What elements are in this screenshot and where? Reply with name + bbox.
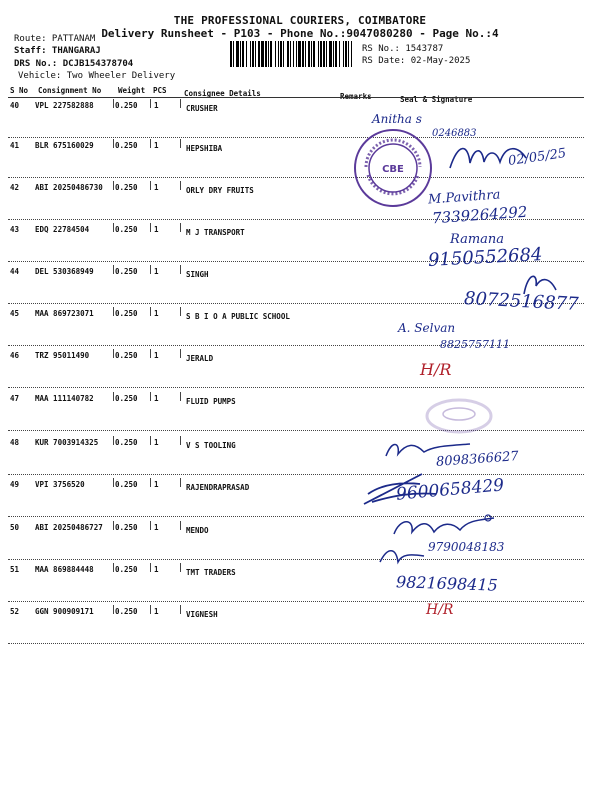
barcode-bar xyxy=(335,41,337,67)
barcode xyxy=(230,41,352,67)
row-consignment: EDQ 22784504 xyxy=(35,225,90,234)
row-consignee: HEPSHIBA xyxy=(186,144,223,153)
runsheet-subtitle: Delivery Runsheet - P103 - Phone No.:9047080280 - Page No.:4 xyxy=(101,27,499,40)
barcode-bar xyxy=(348,41,349,67)
consignee-separator xyxy=(180,223,181,232)
pcs-separator xyxy=(150,99,151,108)
row-consignee: FLUID PUMPS xyxy=(186,397,236,406)
barcode-bar xyxy=(287,41,289,67)
row-sno: 48 xyxy=(10,438,20,447)
weight-separator xyxy=(113,478,114,487)
barcode-bar xyxy=(265,41,267,67)
row-pcs: 1 xyxy=(154,267,159,276)
company-stamp xyxy=(352,127,434,209)
barcode-bar xyxy=(302,41,304,67)
consignee-separator xyxy=(180,307,181,316)
signature-phone-8: 9790048183 xyxy=(428,540,505,554)
barcode-bar xyxy=(333,41,334,67)
row-weight: 0.250 xyxy=(115,394,138,403)
consignee-separator xyxy=(180,563,181,572)
row-pcs: 1 xyxy=(154,438,159,447)
row-sno: 49 xyxy=(10,480,20,489)
row-weight: 0.250 xyxy=(115,141,138,150)
barcode-bar xyxy=(250,41,251,67)
weight-separator xyxy=(113,605,114,614)
consignee-separator xyxy=(180,605,181,614)
row-consignment: ABI 20250486727 xyxy=(35,523,103,532)
barcode-bar xyxy=(280,41,282,67)
stamp-text: CBE xyxy=(382,164,404,175)
barcode-bar xyxy=(242,41,244,67)
row-sno: 50 xyxy=(10,523,20,532)
barcode-bar xyxy=(293,41,294,67)
weight-separator xyxy=(113,265,114,274)
consignee-separator xyxy=(180,181,181,190)
col-seal: Seal & Signature xyxy=(400,95,473,104)
row-weight: 0.250 xyxy=(115,523,138,532)
weight-separator xyxy=(113,349,114,358)
barcode-bar xyxy=(252,41,254,67)
barcode-bar xyxy=(311,41,312,67)
row-sno: 44 xyxy=(10,267,20,276)
barcode-bar xyxy=(298,41,301,67)
row-weight: 0.250 xyxy=(115,565,138,574)
faint-stamp xyxy=(424,396,494,436)
weight-separator xyxy=(113,392,114,401)
row-consignee: S B I O A PUBLIC SCHOOL xyxy=(186,312,290,321)
signature-date: 02/05/25 xyxy=(507,146,568,169)
table-row xyxy=(8,347,584,389)
row-weight: 0.250 xyxy=(115,438,138,447)
row-consignment: MAA 111140782 xyxy=(35,394,94,403)
signature-phone-1: 0246883 xyxy=(432,128,477,139)
col-sno: S No xyxy=(10,86,29,95)
barcode-bar xyxy=(270,41,272,67)
signature-phone-9: 9821698415 xyxy=(395,572,499,595)
table-row xyxy=(8,97,584,139)
barcode-bar xyxy=(258,41,260,67)
barcode-bar xyxy=(323,41,325,67)
row-consignee: CRUSHER xyxy=(186,104,218,113)
row-sno: 47 xyxy=(10,394,20,403)
staff-label: Staff: THANGARAJ xyxy=(14,46,101,56)
rs-number: RS No.: 1543787 xyxy=(362,44,444,54)
signature-anitha: Anitha s xyxy=(372,112,422,126)
rs-date: RS Date: 02-May-2025 xyxy=(362,56,471,66)
row-consignment: KUR 7003914325 xyxy=(35,438,99,447)
row-divider xyxy=(8,430,584,431)
row-weight: 0.250 xyxy=(115,607,138,616)
route-label: Route: PATTANAM xyxy=(14,34,96,44)
weight-separator xyxy=(113,521,114,530)
barcode-bar xyxy=(345,41,347,67)
row-consignee: M J TRANSPORT xyxy=(186,228,245,237)
barcode-bar xyxy=(255,41,256,67)
barcode-bar xyxy=(329,41,332,67)
pcs-separator xyxy=(150,181,151,190)
barcode-bar xyxy=(326,41,327,67)
row-pcs: 1 xyxy=(154,183,159,192)
row-pcs: 1 xyxy=(154,565,159,574)
barcode-bar xyxy=(308,41,310,67)
row-pcs: 1 xyxy=(154,225,159,234)
row-pcs: 1 xyxy=(154,351,159,360)
row-consignment: TRZ 95011490 xyxy=(35,351,90,360)
col-pcs: PCS xyxy=(153,86,167,95)
row-sno: 52 xyxy=(10,607,20,616)
vehicle-label: Vehicle: Two Wheeler Delivery xyxy=(18,71,176,81)
consignee-separator xyxy=(180,436,181,445)
pcs-separator xyxy=(150,605,151,614)
row-consignment: ABI 20250486730 xyxy=(35,183,103,192)
row-divider xyxy=(8,559,584,560)
row-sno: 45 xyxy=(10,309,20,318)
row-pcs: 1 xyxy=(154,607,159,616)
col-consignee: Consignee Details xyxy=(184,89,261,98)
row-consignee: VIGNESH xyxy=(186,610,218,619)
row-sno: 51 xyxy=(10,565,20,574)
drs-label: DRS No.: DCJB154378704 xyxy=(14,59,134,69)
row-consignee: JERALD xyxy=(186,354,214,363)
row-divider xyxy=(8,601,584,602)
row-consignment: BLR 675160029 xyxy=(35,141,94,150)
pcs-separator xyxy=(150,223,151,232)
barcode-bar xyxy=(320,41,322,67)
weight-separator xyxy=(113,99,114,108)
barcode-bar xyxy=(278,41,279,67)
row-weight: 0.250 xyxy=(115,225,138,234)
row-consignment: MAA 869723071 xyxy=(35,309,94,318)
row-consignment: DEL 530368949 xyxy=(35,267,94,276)
pcs-separator xyxy=(150,139,151,148)
weight-separator xyxy=(113,563,114,572)
barcode-bar xyxy=(233,41,234,67)
row-pcs: 1 xyxy=(154,141,159,150)
signature-phone-2: 7339264292 xyxy=(431,202,528,228)
col-remarks: Remarks xyxy=(340,92,372,101)
consignee-separator xyxy=(180,349,181,358)
row-consignee: ORLY DRY FRUITS xyxy=(186,186,254,195)
row-sno: 40 xyxy=(10,101,20,110)
consignee-separator xyxy=(180,139,181,148)
row-consignment: MAA 869884448 xyxy=(35,565,94,574)
barcode-bar xyxy=(305,41,306,67)
row-consignee: MENDO xyxy=(186,526,209,535)
signature-phone-4: 8072516877 xyxy=(463,288,580,315)
col-weight: Weight xyxy=(118,86,146,95)
barcode-bar xyxy=(283,41,284,67)
signature-pavithra: M.Pavithra xyxy=(427,187,501,208)
row-consignment: VPL 227582888 xyxy=(35,101,94,110)
table-row xyxy=(8,603,584,645)
barcode-bar xyxy=(246,41,247,67)
row-pcs: 1 xyxy=(154,101,159,110)
row-consignee: TMT TRADERS xyxy=(186,568,236,577)
row-consignment: GGN 900909171 xyxy=(35,607,94,616)
barcode-bar xyxy=(343,41,344,67)
row-weight: 0.250 xyxy=(115,101,138,110)
company-title: THE PROFESSIONAL COURIERS, COIMBATORE xyxy=(173,14,427,27)
row-consignment: VPI 3756520 xyxy=(35,480,85,489)
table-row xyxy=(8,390,584,432)
barcode-bar xyxy=(268,41,269,67)
row-weight: 0.250 xyxy=(115,183,138,192)
col-consignment: Consignment No xyxy=(38,86,102,95)
row-consignee: SINGH xyxy=(186,270,209,279)
row-sno: 41 xyxy=(10,141,20,150)
signature-ramana: Ramana xyxy=(450,232,505,247)
pcs-separator xyxy=(150,349,151,358)
weight-separator xyxy=(113,307,114,316)
signature-phone-3: 9150552684 xyxy=(427,244,544,271)
row-pcs: 1 xyxy=(154,309,159,318)
signature-scribble-6 xyxy=(378,544,428,570)
pcs-separator xyxy=(150,521,151,530)
row-weight: 0.250 xyxy=(115,351,138,360)
row-weight: 0.250 xyxy=(115,480,138,489)
barcode-bar xyxy=(230,41,232,67)
consignee-separator xyxy=(180,392,181,401)
weight-separator xyxy=(113,139,114,148)
row-weight: 0.250 xyxy=(115,267,138,276)
barcode-bar xyxy=(290,41,291,67)
row-sno: 46 xyxy=(10,351,20,360)
row-divider xyxy=(8,387,584,388)
consignee-separator xyxy=(180,521,181,530)
weight-separator xyxy=(113,436,114,445)
row-divider xyxy=(8,643,584,644)
row-consignee: RAJENDRAPRASAD xyxy=(186,483,250,492)
pcs-separator xyxy=(150,265,151,274)
weight-separator xyxy=(113,181,114,190)
barcode-bar xyxy=(275,41,276,67)
barcode-bar xyxy=(313,41,315,67)
consignee-separator xyxy=(180,265,181,274)
row-pcs: 1 xyxy=(154,523,159,532)
barcode-bar xyxy=(236,41,239,67)
pcs-separator xyxy=(150,436,151,445)
pcs-separator xyxy=(150,478,151,487)
row-consignee: V S TOOLING xyxy=(186,441,236,450)
consignee-separator xyxy=(180,99,181,108)
row-sno: 42 xyxy=(10,183,20,192)
barcode-bar xyxy=(351,41,352,67)
signature-phone-7: 9600658429 xyxy=(395,475,505,505)
barcode-bar xyxy=(318,41,319,67)
consignee-separator xyxy=(180,478,181,487)
row-pcs: 1 xyxy=(154,394,159,403)
pcs-separator xyxy=(150,307,151,316)
signature-phone-6: 8098366627 xyxy=(435,449,520,470)
barcode-bar xyxy=(339,41,340,67)
hr-mark-1: H/R xyxy=(420,360,452,379)
row-sno: 43 xyxy=(10,225,20,234)
row-pcs: 1 xyxy=(154,480,159,489)
hr-mark-2: H/R xyxy=(426,602,454,618)
barcode-bar xyxy=(240,41,241,67)
row-weight: 0.250 xyxy=(115,309,138,318)
weight-separator xyxy=(113,223,114,232)
signature-scribble-1 xyxy=(448,138,528,178)
signature-selvan: A. Selvan xyxy=(398,321,456,335)
barcode-bar xyxy=(261,41,264,67)
signature-phone-5: 8825757111 xyxy=(440,338,510,351)
pcs-separator xyxy=(150,563,151,572)
pcs-separator xyxy=(150,392,151,401)
barcode-bar xyxy=(296,41,297,67)
